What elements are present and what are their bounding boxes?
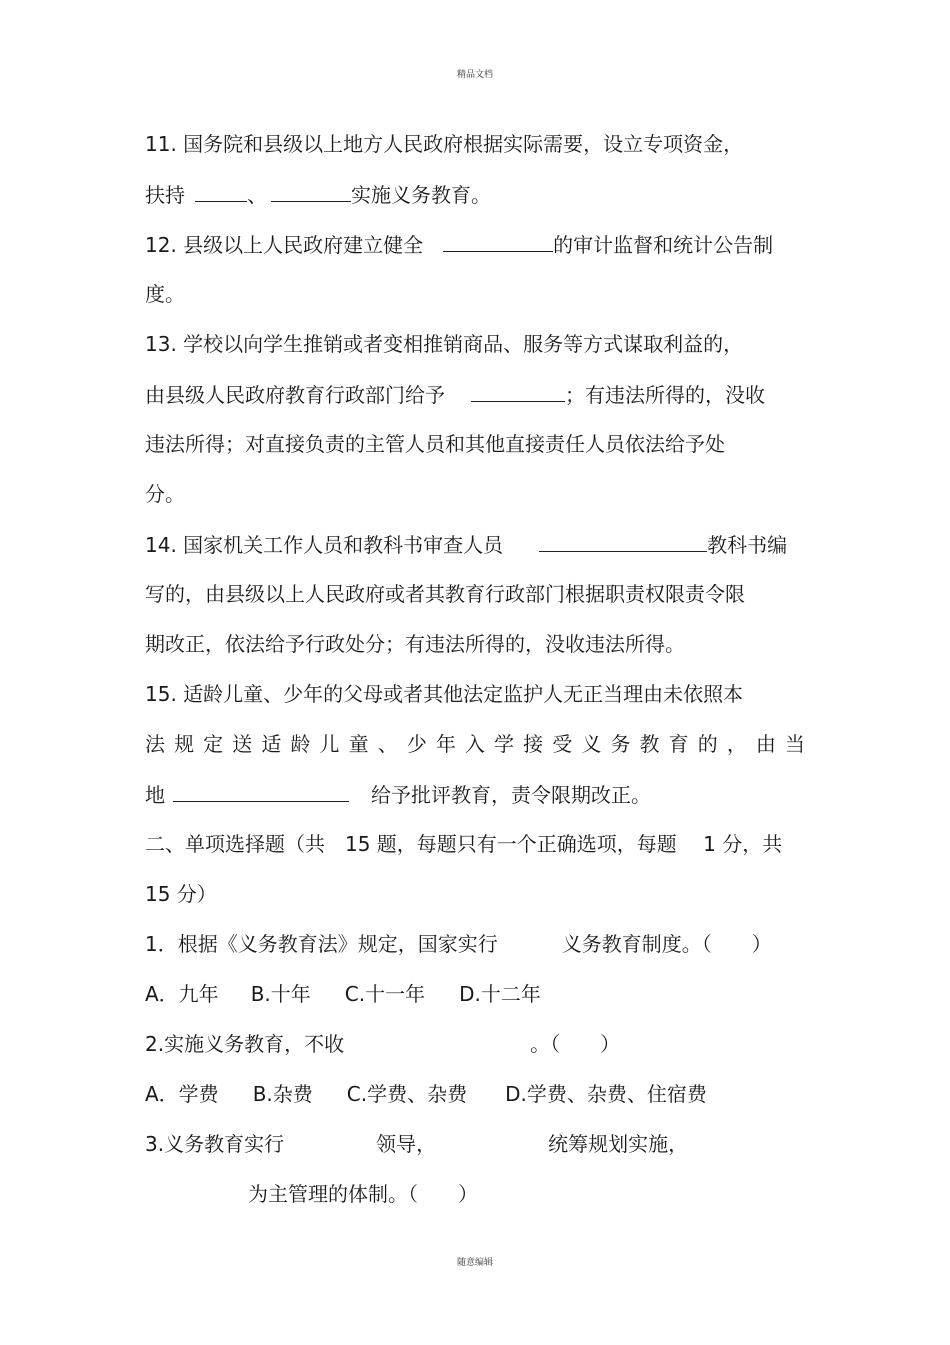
q14-line-3: 期改正，依法给予行政处分；有违法所得的，没收违法所得。 [145,632,685,656]
q11-line-2 [145,181,491,208]
q12-line-2: 度。 [145,282,185,306]
q13-text-b: ；有违法所得的，没收 [565,383,765,407]
section2-heading-line-2: 15 分） [145,882,217,906]
mc2-option-b[interactable]: B.杂费 [252,1082,313,1106]
q11-text-c: 实施义务教育。 [351,183,491,207]
q15-line-1: 15. 适龄儿童、少年的父母或者其他法定监护人无正当理由未依照本 [145,682,744,706]
mc3-text-b: 领导， [376,1132,437,1156]
mc1-option-b[interactable]: B.十年 [250,982,311,1006]
mc1-options [145,981,541,1007]
q15-line-3 [145,781,651,808]
q11-text-b: 、 [247,183,267,207]
page-header: 精品文档 [456,70,493,80]
mc3-text-a: 3.义务教育实行 [145,1132,285,1156]
q13-line-1: 13. 学校以向学生推销或者变相推销商品、服务等方式谋取利益的， [145,332,744,356]
mc1-option-a[interactable]: A．九年 [145,982,219,1006]
q12-text-a: 12. 县级以上人民政府建立健全 [145,233,424,257]
mc2-options [145,1081,707,1107]
q14-text-a: 14. 国家机关工作人员和教科书审查人员 [145,533,504,557]
q13-line-4: 分。 [145,482,185,506]
q13-line-3: 违法所得；对直接负责的主管人员和其他直接责任人员依法给予处 [145,432,725,456]
mc2-option-a[interactable]: A．学费 [145,1082,219,1106]
mc1-option-d[interactable]: D.十二年 [459,982,541,1006]
mc2-stem [145,1031,620,1057]
q15-text-b: 给予批评教育，责令限期改正。 [371,783,651,807]
page-footer: 随意编辑 [456,1258,493,1268]
mc2-option-c[interactable]: C.学费、杂费 [346,1082,468,1106]
q12-blank[interactable] [443,231,553,252]
mc2-option-d[interactable]: D.学费、杂费、住宿费 [505,1082,707,1106]
mc1-stem-b: 义务教育制度。（ ） [561,932,772,956]
mc1-stem [145,931,772,957]
section2-heading-line-1: 二、单项选择题（共 15 题，每题只有一个正确选项，每题 1 分，共 [145,832,783,856]
q15-blank[interactable] [173,781,349,802]
q13-line-2 [145,381,765,408]
mc1-stem-a: 1．根据《义务教育法》规定，国家实行 [145,932,498,956]
q15-text-a: 地 [145,783,165,807]
mc3-text-c: 统筹规划实施， [548,1132,689,1156]
mc2-stem-b: 。（ ） [530,1032,621,1056]
q11-blank-2[interactable] [271,181,351,202]
q12-line-1 [145,231,773,258]
q14-line-2: 写的，由县级以上人民政府或者其教育行政部门根据职责权限责令限 [145,582,745,606]
mc2-stem-a: 2.实施义务教育，不收 [145,1032,345,1056]
mc3-line-2: 为主管理的体制。（ ） [248,1182,478,1206]
mc1-option-c[interactable]: C.十一年 [344,982,426,1006]
q12-text-b: 的审计监督和统计公告制 [553,233,774,257]
q11-text-a: 扶持 [145,183,185,207]
q14-line-1 [145,531,787,558]
q15-line-2: 法规定送适龄儿童、少年入学接受义务教育的，由当 [145,732,805,756]
q11-blank-1[interactable] [195,181,247,202]
mc3-line-1 [145,1131,688,1157]
q11-line-1: 11. 国务院和县级以上地方人民政府根据实际需要，设立专项资金， [145,132,744,156]
q13-blank[interactable] [471,381,565,402]
q14-blank[interactable] [539,531,707,552]
q14-text-b: 教科书编 [707,533,788,557]
q13-text-a: 由县级人民政府教育行政部门给予 [145,383,445,407]
